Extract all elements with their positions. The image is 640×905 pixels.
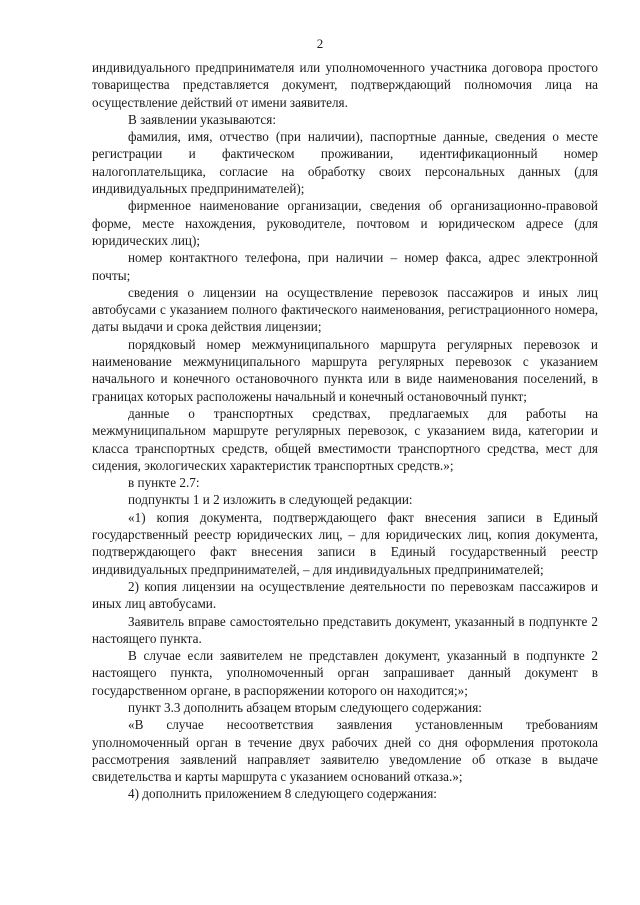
paragraph-authority-request: В случае если заявителем не представлен документ, указанный в подпункте 2 настоящего пункта, уполномоченный орган запрашивает данный документ в государственном органе, в распоряжении которого он находится;»; bbox=[92, 648, 598, 698]
page-number: 2 bbox=[316, 36, 324, 51]
paragraph-clause-2-7: в пункте 2.7: bbox=[128, 475, 200, 491]
paragraph-subclause-2: 2) копия лицензии на осуществление деятельности по перевозкам пассажиров и иных лиц автобусами. bbox=[92, 578, 598, 612]
paragraph-applicant-authority: индивидуального предпринимателя или уполномоченного участника договора простого товарищества представляется документ, подтверждающий полномочия лица на осуществление действий от имени заявителя. bbox=[92, 60, 598, 110]
paragraph-organization-data: фирменное наименование организации, сведения об организационно-правовой форме, месте нахождения, руководителе, почтовом и юридическом адресе (для юридических лиц); bbox=[92, 198, 598, 248]
paragraph-subclause-1: «1) копия документа, подтверждающего факт внесения записи в Единый государственный реестр юридических лиц, – для юридических лиц, копия документа, подтверждающего факт внесения записи в Единый государственный реестр индивидуальных предпринимателей, – для индивидуальных предпринимателей; bbox=[92, 509, 598, 577]
paragraph-subclauses-intro: подпункты 1 и 2 изложить в следующей редакции: bbox=[128, 492, 413, 508]
paragraph-route-data: порядковый номер межмуниципального маршрута регулярных перевозок и наименование межмуниципального маршрута регулярных перевозок с указанием начального и конечного остановочного пункта или в виде наименования поселений, в границах которых расположены начальный и конечный остановочный пункт; bbox=[92, 336, 598, 404]
document-body bbox=[92, 59, 598, 803]
paragraph-clause-3-3: пункт 3.3 дополнить абзацем вторым следующего содержания: bbox=[128, 699, 482, 715]
paragraph-appendix-8: 4) дополнить приложением 8 следующего содержания: bbox=[128, 786, 437, 802]
paragraph-license-data: сведения о лицензии на осуществление перевозок пассажиров и иных лиц автобусами с указанием полного фактического наименования, регистрационного номера, даты выдачи и срока действия лицензии; bbox=[92, 284, 598, 335]
paragraph-contact-data: номер контактного телефона, при наличии – номер факса, адрес электронной почты; bbox=[92, 250, 598, 283]
paragraph-applicant-right: Заявитель вправе самостоятельно представить документ, указанный в подпункте 2 настоящего пункта. bbox=[92, 613, 598, 646]
paragraph-vehicle-data: данные о транспортных средствах, предлагаемых для работы на межмуниципальном маршруте регулярных перевозок, с указанием вида, категории и класса транспортных средств, общей вместимости транспортного средства, мест для сидения, экологических характеристик транспортных средств.»; bbox=[92, 405, 598, 473]
paragraph-personal-data: фамилия, имя, отчество (при наличии), паспортные данные, сведения о месте регистрации и фактическом проживании, идентификационный номер налогоплательщика, согласие на обработку своих персональных данных (для индивидуальных предпринимателей); bbox=[92, 129, 598, 197]
paragraph-refusal-notice: «В случае несоответствия заявления установленным требованиям уполномоченный орган в течение двух рабочих дней со дня оформления протокола рассмотрения заявлений направляет заявителю уведомление об отказе в выдаче свидетельства и карты маршрута с указанием оснований отказа.»; bbox=[92, 717, 598, 785]
paragraph-application-contents-intro: В заявлении указываются: bbox=[128, 111, 276, 127]
